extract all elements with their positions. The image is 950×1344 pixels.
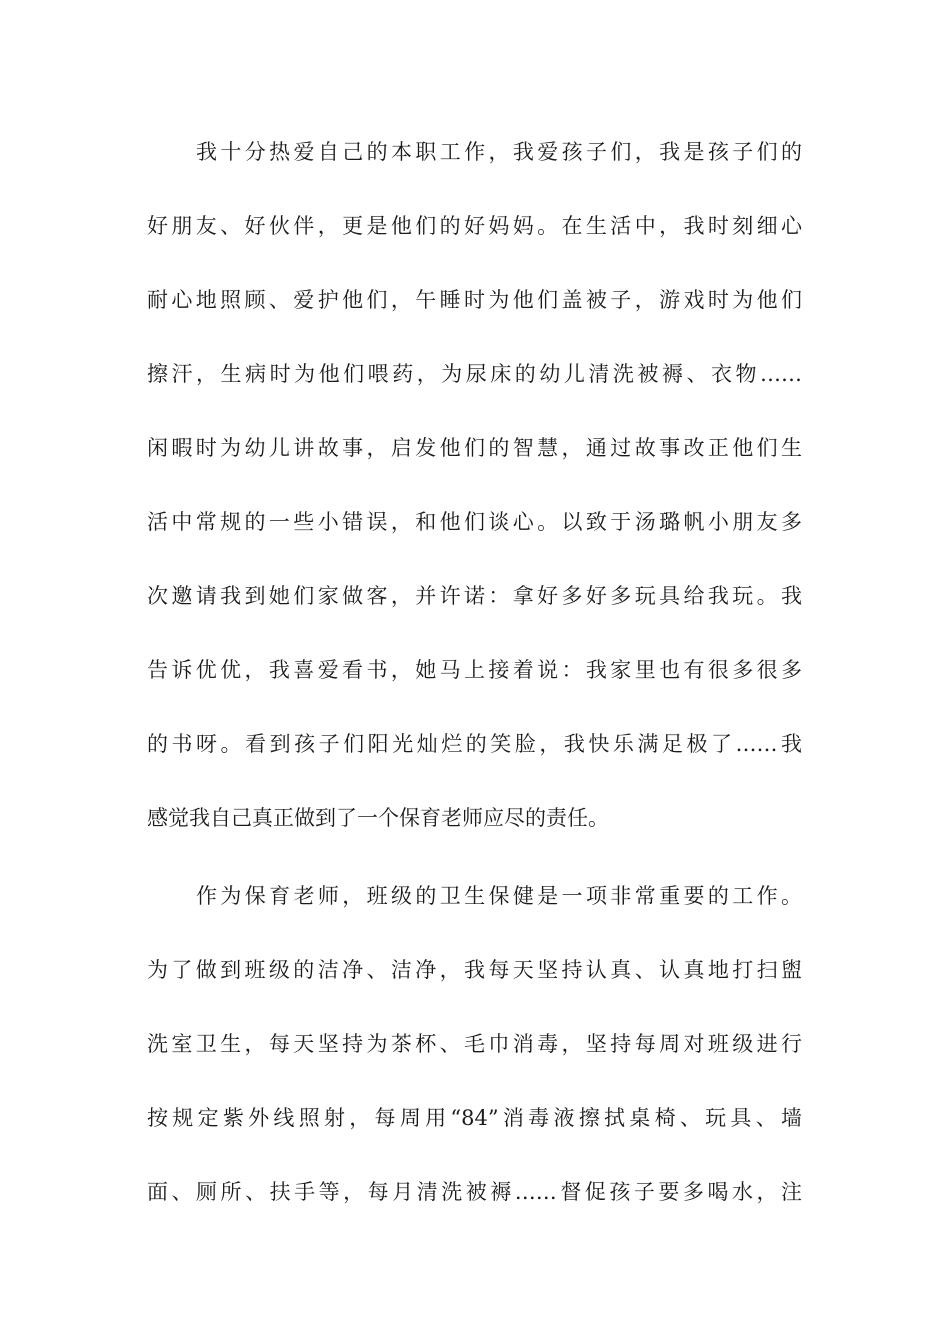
paragraph-1-line-8: 告诉优优，我喜爱看书，她马上接着说：我家里也有很多很多 — [147, 658, 802, 682]
paragraph-2-line-2: 为了做到班级的洁净、洁净，我每天坚持认真、认真地打扫盥 — [147, 958, 802, 982]
paragraph-1-line-5: 闲暇时为幼儿讲故事，启发他们的智慧，通过故事改正他们生 — [147, 436, 802, 460]
paragraph-1-line-2: 好朋友、好伙伴，更是他们的好妈妈。在生活中，我时刻细心 — [147, 214, 802, 238]
paragraph-1-line-3: 耐心地照顾、爱护他们，午睡时为他们盖被子，游戏时为他们 — [147, 288, 802, 312]
paragraph-1-line-6: 活中常规的一些小错误，和他们谈心。以致于汤璐帆小朋友多 — [147, 510, 802, 534]
paragraph-2-line-1: 作为保育老师，班级的卫生保健是一项非常重要的工作。 — [196, 884, 802, 908]
paragraph-1-line-4: 擦汗，生病时为他们喂药，为尿床的幼儿清洗被褥、衣物…… — [147, 362, 802, 386]
paragraph-2-line-5: 面、厕所、扶手等，每月清洗被褥……督促孩子要多喝水，注 — [147, 1180, 802, 1204]
paragraph-1-line-9: 的书呀。看到孩子们阳光灿烂的笑脸，我快乐满足极了……我 — [147, 732, 802, 756]
paragraph-1-line-7: 次邀请我到她们家做客，并许诺：拿好多好多玩具给我玩。我 — [147, 584, 802, 608]
paragraph-1-line-1: 我十分热爱自己的本职工作，我爱孩子们，我是孩子们的 — [196, 140, 802, 164]
paragraph-1-line-10: 感觉我自己真正做到了一个保育老师应尽的责任。 — [147, 806, 609, 830]
paragraph-2-line-4: 按规定紫外线照射，每周用“84”消毒液擦拭桌椅、玩具、墙 — [147, 1106, 802, 1130]
paragraph-2-line-3: 洗室卫生，每天坚持为茶杯、毛巾消毒，坚持每周对班级进行 — [147, 1032, 802, 1056]
